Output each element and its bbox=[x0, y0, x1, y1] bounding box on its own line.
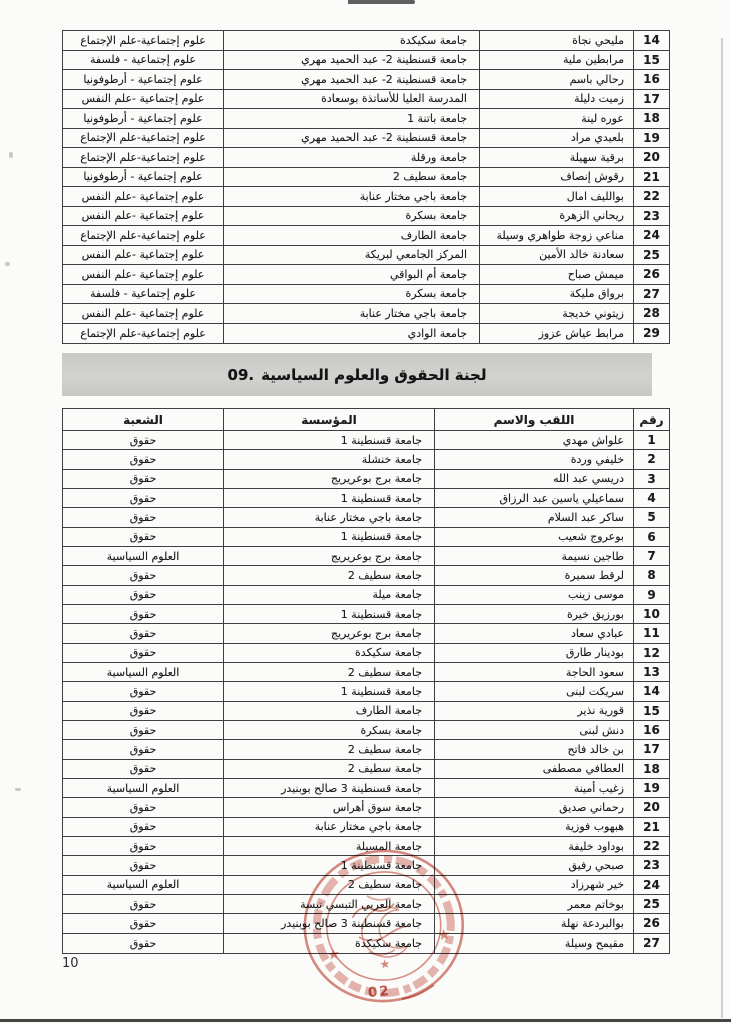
name-cell: ساكر عبد السلام bbox=[434, 508, 633, 527]
row-number-cell: 19 bbox=[633, 779, 669, 798]
row-number-cell: 2 bbox=[633, 450, 669, 469]
name-cell: بورزيق خيرة bbox=[434, 605, 633, 624]
table-row bbox=[63, 644, 669, 663]
table-row bbox=[63, 489, 669, 508]
table-row bbox=[63, 129, 669, 149]
row-number-cell: 17 bbox=[633, 90, 669, 110]
institution-cell: المدرسة العليا للأساتذة بوسعادة bbox=[223, 90, 479, 110]
table-row bbox=[63, 226, 669, 246]
row-number-cell: 15 bbox=[633, 51, 669, 71]
row-number-cell: 15 bbox=[633, 702, 669, 721]
institution-cell: جامعة باتنة 1 bbox=[223, 109, 479, 129]
institution-cell: جامعة الطارف bbox=[223, 702, 434, 721]
name-cell: بودينار طارق bbox=[434, 644, 633, 663]
row-number-cell: 20 bbox=[633, 148, 669, 168]
row-number-cell: 1 bbox=[633, 431, 669, 450]
institution-cell: جامعة سطيف 2 bbox=[223, 740, 434, 759]
header-branch: الشعبة bbox=[63, 409, 223, 431]
institution-cell: جامعة قسنطينة 1 bbox=[223, 489, 434, 508]
table-row bbox=[63, 285, 669, 305]
row-number-cell: 14 bbox=[633, 682, 669, 701]
table-row bbox=[63, 31, 669, 51]
branch-cell: علوم إجتماعية - أرطوفونيا bbox=[63, 168, 223, 188]
branch-cell: العلوم السياسية bbox=[63, 779, 223, 798]
table-row bbox=[63, 187, 669, 207]
scan-page-edge bbox=[721, 38, 723, 1018]
row-number-cell: 9 bbox=[633, 586, 669, 605]
branch-cell: علوم إجتماعية - فلسفة bbox=[63, 285, 223, 305]
branch-cell: علوم إجتماعية -علم النفس bbox=[63, 265, 223, 285]
table-row bbox=[63, 168, 669, 188]
name-cell: عوره لينة bbox=[479, 109, 633, 129]
row-number-cell: 29 bbox=[633, 324, 669, 344]
header-number: رقم bbox=[633, 409, 669, 431]
institution-cell: جامعة قسنطينة 1 bbox=[223, 528, 434, 547]
institution-cell: جامعة سكيكدة bbox=[223, 644, 434, 663]
row-number-cell: 23 bbox=[633, 856, 669, 875]
row-number-cell: 25 bbox=[633, 895, 669, 914]
branch-cell: علوم إجتماعية - أرطوفونيا bbox=[63, 70, 223, 90]
institution-cell: جامعة برج بوعريريج bbox=[223, 547, 434, 566]
branch-cell: حقوق bbox=[63, 760, 223, 779]
table-row bbox=[63, 450, 669, 469]
name-cell: بوخاتم معمر bbox=[434, 895, 633, 914]
name-cell: خير شهرزاد bbox=[434, 876, 633, 895]
scan-speck bbox=[9, 152, 13, 158]
row-number-cell: 26 bbox=[633, 914, 669, 933]
branch-cell: العلوم السياسية bbox=[63, 547, 223, 566]
row-number-cell: 19 bbox=[633, 129, 669, 149]
institution-cell: جامعة المسيلة bbox=[223, 837, 434, 856]
institution-cell: جامعة قسنطينة 1 bbox=[223, 682, 434, 701]
section-title: لجنة الحقوق والعلوم السياسية bbox=[261, 365, 487, 384]
institution-cell: جامعة سوق أهراس bbox=[223, 798, 434, 817]
row-number-cell: 25 bbox=[633, 246, 669, 266]
institution-cell: جامعة قسنطينة 2- عبد الحميد مهري bbox=[223, 70, 479, 90]
branch-cell: حقوق bbox=[63, 856, 223, 875]
table-row bbox=[63, 721, 669, 740]
branch-cell: حقوق bbox=[63, 721, 223, 740]
institution-cell: جامعة سكيكدة bbox=[223, 934, 434, 953]
branch-cell: علوم إجتماعية - أرطوفونيا bbox=[63, 109, 223, 129]
name-cell: علواش مهدي bbox=[434, 431, 633, 450]
name-cell: خليفي وردة bbox=[434, 450, 633, 469]
branch-cell: حقوق bbox=[63, 644, 223, 663]
name-cell: رحماني صديق bbox=[434, 798, 633, 817]
table-row bbox=[63, 624, 669, 643]
branch-cell: حقوق bbox=[129, 936, 157, 950]
name-cell: رقوش إنصاف bbox=[479, 168, 633, 188]
branch-cell: حقوق bbox=[63, 914, 223, 933]
table-header-row bbox=[63, 409, 669, 431]
branch-cell: علوم إجتماعية -علم النفس bbox=[63, 207, 223, 227]
table-row bbox=[63, 586, 669, 605]
branch-cell: حقوق bbox=[63, 489, 223, 508]
name-cell: سعادنة خالد الأمين bbox=[479, 246, 633, 266]
name-cell: صبحي رفيق bbox=[434, 856, 633, 875]
branch-cell: حقوق bbox=[63, 740, 223, 759]
table-row bbox=[63, 90, 669, 110]
section-number: 09. bbox=[227, 365, 255, 384]
table-row bbox=[63, 70, 669, 90]
branch-cell: حقوق bbox=[63, 895, 223, 914]
branch-cell: حقوق bbox=[63, 586, 223, 605]
branch-cell: حقوق bbox=[63, 682, 223, 701]
name-cell: سعود الحاجة bbox=[434, 663, 633, 682]
table-row bbox=[63, 324, 669, 344]
institution-cell: جامعة بسكرة bbox=[223, 207, 479, 227]
institution-cell: جامعة ورقلة bbox=[223, 148, 479, 168]
institution-cell: جامعة الطارف bbox=[223, 226, 479, 246]
row-number-cell: 23 bbox=[633, 207, 669, 227]
institution-cell: جامعة قسنطينة 1 bbox=[223, 605, 434, 624]
scan-speck bbox=[15, 788, 21, 791]
scan-artifact-bottom-line bbox=[0, 1019, 731, 1022]
row-number-cell: 11 bbox=[633, 624, 669, 643]
table-row bbox=[63, 148, 669, 168]
name-cell: طاجين نسيمة bbox=[434, 547, 633, 566]
row-number-cell: 22 bbox=[633, 187, 669, 207]
page-number: 10 bbox=[62, 956, 79, 971]
table-row bbox=[63, 798, 669, 817]
row-number-cell: 5 bbox=[633, 508, 669, 527]
name-cell: ميمش صباح bbox=[479, 265, 633, 285]
row-number-cell: 12 bbox=[633, 644, 669, 663]
row-number-cell: 6 bbox=[633, 528, 669, 547]
institution-cell: جامعة برج بوعريريج bbox=[223, 624, 434, 643]
name-cell: بوداود خليفة bbox=[434, 837, 633, 856]
table-row bbox=[63, 547, 669, 566]
table-row bbox=[63, 682, 669, 701]
branch-cell: حقوق bbox=[63, 528, 223, 547]
stamp-center-star-icon: ★ bbox=[378, 956, 391, 972]
branch-cell: علوم إجتماعية-علم الإجتماع bbox=[63, 31, 223, 51]
table-row bbox=[63, 663, 669, 682]
branch-cell: حقوق bbox=[63, 798, 223, 817]
row-number-cell: 16 bbox=[633, 70, 669, 90]
social-sciences-committee-table bbox=[62, 30, 670, 344]
institution-cell: جامعة أم البواقي bbox=[223, 265, 479, 285]
table-row bbox=[63, 51, 669, 71]
table-row bbox=[63, 740, 669, 759]
institution-cell: جامعة سطيف 2 bbox=[223, 876, 434, 895]
name-cell: موسى زينب bbox=[434, 586, 633, 605]
row-number-cell: 24 bbox=[633, 226, 669, 246]
table-row bbox=[63, 304, 669, 324]
institution-cell: جامعة قسنطينة 3 صالح بوبنيدر bbox=[223, 914, 434, 933]
institution-cell: جامعة سكيكدة bbox=[223, 31, 479, 51]
table-row bbox=[63, 779, 669, 798]
name-cell: بوالبردعة نهلة bbox=[434, 914, 633, 933]
institution-cell: جامعة قسنطينة 2- عبد الحميد مهري bbox=[223, 51, 479, 71]
table-row bbox=[63, 470, 669, 489]
table-row bbox=[63, 431, 669, 450]
row-number-cell: 28 bbox=[633, 304, 669, 324]
stamp-left-star-icon: ★ bbox=[325, 944, 342, 965]
row-number-cell: 20 bbox=[633, 798, 669, 817]
name-cell: برواق مليكة bbox=[479, 285, 633, 305]
table-row bbox=[63, 246, 669, 266]
row-number-cell: 16 bbox=[633, 721, 669, 740]
name-cell: مرابط عياش عزوز bbox=[479, 324, 633, 344]
institution-cell: جامعة باجي مختار عنابة bbox=[223, 304, 479, 324]
row-number-cell: 18 bbox=[633, 109, 669, 129]
branch-cell: علوم إجتماعية -علم النفس bbox=[63, 304, 223, 324]
branch-cell: علوم إجتماعية-علم الإجتماع bbox=[63, 148, 223, 168]
stamp-right-star-icon: ★ bbox=[436, 924, 452, 945]
row-number-cell: 13 bbox=[633, 663, 669, 682]
table-row bbox=[63, 760, 669, 779]
row-number-cell: 26 bbox=[633, 265, 669, 285]
institution-cell: جامعة سطيف 2 bbox=[223, 663, 434, 682]
table-row bbox=[63, 605, 669, 624]
branch-cell: حقوق bbox=[63, 450, 223, 469]
name-cell: برقية سهيلة bbox=[479, 148, 633, 168]
table-row bbox=[63, 566, 669, 585]
institution-cell: جامعة قسنطينة 1 bbox=[223, 856, 434, 875]
name-cell: قورية نذير bbox=[434, 702, 633, 721]
row-number-cell: 27 bbox=[633, 285, 669, 305]
branch-cell: حقوق bbox=[63, 508, 223, 527]
header-institution: المؤسسة bbox=[223, 409, 434, 431]
row-number-cell: 8 bbox=[633, 566, 669, 585]
institution-cell: جامعة قسنطينة 2- عبد الحميد مهري bbox=[223, 129, 479, 149]
institution-cell: جامعة برج بوعريريج bbox=[223, 470, 434, 489]
name-cell: بن خالد فاتح bbox=[434, 740, 633, 759]
table-row bbox=[63, 702, 669, 721]
branch-cell: علوم إجتماعية -علم النفس bbox=[63, 246, 223, 266]
name-cell: زيتوني خديجة bbox=[479, 304, 633, 324]
name-cell: دنش لبنى bbox=[434, 721, 633, 740]
institution-cell: جامعة قسنطينة 3 صالح بوبنيدر bbox=[223, 779, 434, 798]
name-cell: مرابطين ملية bbox=[479, 51, 633, 71]
row-number-cell: 18 bbox=[633, 760, 669, 779]
branch-cell: العلوم السياسية bbox=[63, 663, 223, 682]
branch-cell: علوم إجتماعية - فلسفة bbox=[63, 51, 223, 71]
name-cell: سريكت لبنى bbox=[434, 682, 633, 701]
branch-cell: حقوق bbox=[63, 605, 223, 624]
row-number-cell: 22 bbox=[633, 837, 669, 856]
institution-cell: جامعة الوادي bbox=[223, 324, 479, 344]
stamp-number: 02 bbox=[367, 982, 392, 1002]
branch-cell: حقوق bbox=[63, 837, 223, 856]
name-cell: بلعيدي مراد bbox=[479, 129, 633, 149]
name-cell: دريسي عبد الله bbox=[434, 470, 633, 489]
institution-cell: جامعة باجي مختار عنابة bbox=[223, 508, 434, 527]
stamp-swoosh-mark bbox=[400, 982, 436, 1002]
row-number-cell: 24 bbox=[633, 876, 669, 895]
header-name: اللقب والاسم bbox=[434, 409, 633, 431]
row-number-cell: 17 bbox=[633, 740, 669, 759]
branch-cell: علوم إجتماعية -علم النفس bbox=[63, 187, 223, 207]
institution-cell: المركز الجامعي لبريكة bbox=[223, 246, 479, 266]
table-row bbox=[63, 508, 669, 527]
branch-cell: حقوق bbox=[63, 470, 223, 489]
institution-cell: جامعة بسكرة bbox=[223, 721, 434, 740]
branch-cell: العلوم السياسية bbox=[63, 876, 223, 895]
institution-cell: جامعة سطيف 2 bbox=[223, 760, 434, 779]
name-cell: زغيب أمينة bbox=[434, 779, 633, 798]
row-number-cell: 21 bbox=[633, 168, 669, 188]
institution-cell: جامعة قسنطينة 1 bbox=[223, 431, 434, 450]
name-cell: زميت دليلة bbox=[479, 90, 633, 110]
name-cell: لرقط سميرة bbox=[434, 566, 633, 585]
branch-cell: علوم إجتماعية-علم الإجتماع bbox=[63, 129, 223, 149]
institution-cell: جامعة باجي مختار عنابة bbox=[223, 818, 434, 837]
institution-cell: جامعة سطيف 2 bbox=[223, 566, 434, 585]
row-number-cell: 27 bbox=[633, 934, 669, 953]
row-number-cell: 10 bbox=[633, 605, 669, 624]
scan-speck bbox=[5, 262, 10, 266]
section-heading bbox=[62, 353, 652, 396]
table-row bbox=[63, 109, 669, 129]
branch-cell: حقوق bbox=[63, 818, 223, 837]
institution-cell: جامعة العربي التبسي تبسة bbox=[223, 895, 434, 914]
row-number-cell: 7 bbox=[633, 547, 669, 566]
row-number-cell: 3 bbox=[633, 470, 669, 489]
name-cell: بوعروج شعيب bbox=[434, 528, 633, 547]
row-number-cell: 4 bbox=[633, 489, 669, 508]
institution-cell: جامعة خنشلة bbox=[223, 450, 434, 469]
branch-cell: حقوق bbox=[63, 624, 223, 643]
institution-cell: جامعة بسكرة bbox=[223, 285, 479, 305]
name-cell: مليحي نجاة bbox=[479, 31, 633, 51]
name-cell: بوالليف امال bbox=[479, 187, 633, 207]
institution-cell: جامعة سطيف 2 bbox=[223, 168, 479, 188]
table-row bbox=[63, 207, 669, 227]
name-cell: هبهوب فوزية bbox=[434, 818, 633, 837]
branch-cell: حقوق bbox=[63, 566, 223, 585]
row-number-cell: 14 bbox=[633, 31, 669, 51]
branch-cell: علوم إجتماعية-علم الإجتماع bbox=[80, 326, 206, 340]
table-row bbox=[63, 528, 669, 547]
row-number-cell: 21 bbox=[633, 818, 669, 837]
branch-cell: علوم إجتماعية-علم الإجتماع bbox=[63, 226, 223, 246]
name-cell: رحالي باسم bbox=[479, 70, 633, 90]
branch-cell: حقوق bbox=[63, 702, 223, 721]
institution-cell: جامعة ميلة bbox=[223, 586, 434, 605]
name-cell: مقيمح وسيلة bbox=[434, 934, 633, 953]
institution-cell: جامعة باجي مختار عنابة bbox=[223, 187, 479, 207]
name-cell: سماعيلي ياسين عبد الرزاق bbox=[434, 489, 633, 508]
name-cell: ريحاني الزهرة bbox=[479, 207, 633, 227]
scan-artifact-top-bar bbox=[348, 0, 415, 4]
table-row bbox=[63, 265, 669, 285]
branch-cell: علوم إجتماعية -علم النفس bbox=[63, 90, 223, 110]
name-cell: عبادي سعاد bbox=[434, 624, 633, 643]
branch-cell: حقوق bbox=[63, 431, 223, 450]
name-cell: مناعي زوجة طواهري وسيلة bbox=[479, 226, 633, 246]
name-cell: العطافي مصطفى bbox=[434, 760, 633, 779]
